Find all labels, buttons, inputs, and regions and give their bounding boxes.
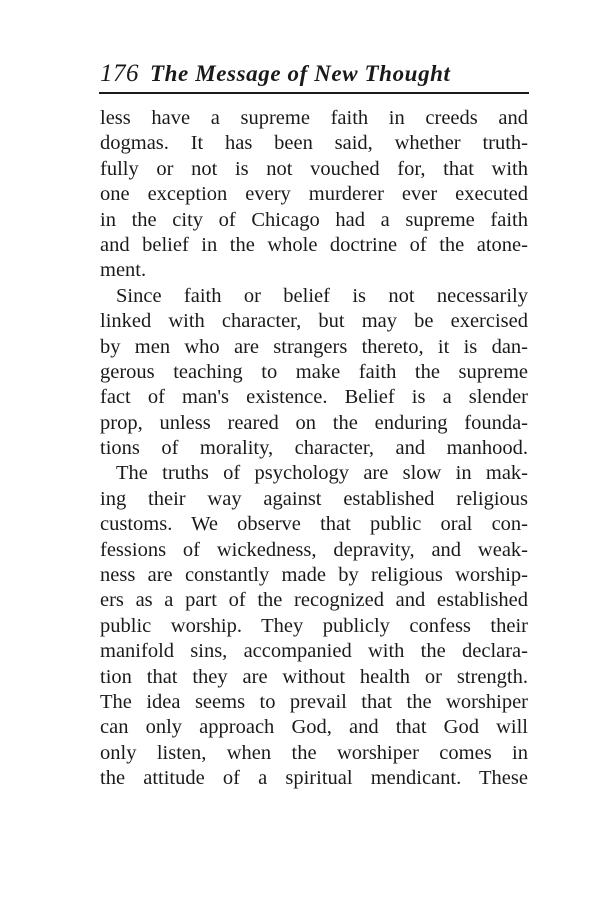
text-line: only listen, when the worshiper comes in bbox=[100, 741, 528, 764]
paragraph-1 bbox=[100, 106, 528, 284]
running-title: The Message of New Thought bbox=[150, 61, 451, 86]
text-line: and belief in the whole doctrine of the atone- bbox=[100, 233, 528, 256]
text-line: The truths of psychology are slow in mak- bbox=[116, 462, 528, 485]
paragraph-2 bbox=[100, 284, 528, 462]
page-number: 176 bbox=[100, 60, 139, 87]
text-line: the attitude of a spiritual mendicant. These bbox=[100, 767, 528, 790]
text-line: ness are constantly made by religious worship- bbox=[100, 564, 528, 587]
text-line: manifold sins, accompanied with the declara- bbox=[100, 640, 528, 663]
text-line: tions of morality, character, and manhood. bbox=[100, 437, 528, 460]
text-line: public worship. They publicly confess their bbox=[100, 614, 528, 637]
text-line: dogmas. It has been said, whether truth- bbox=[100, 132, 528, 155]
text-line: prop, unless reared on the enduring founda- bbox=[100, 411, 528, 434]
text-line: ing their way against established religious bbox=[100, 487, 528, 510]
text-line: customs. We observe that public oral con- bbox=[100, 513, 528, 536]
text-line: linked with character, but may be exercised bbox=[100, 310, 528, 333]
body-text bbox=[100, 106, 528, 792]
header-rule bbox=[99, 92, 529, 94]
text-line: less have a supreme faith in creeds and bbox=[100, 107, 528, 129]
text-line: fact of man's existence. Belief is a slender bbox=[100, 386, 528, 409]
text-line: gerous teaching to make faith the supreme bbox=[100, 360, 528, 383]
text-line: fessions of wickedness, depravity, and weak- bbox=[100, 538, 528, 561]
text-line: in the city of Chicago had a supreme faith bbox=[100, 208, 528, 231]
page-header bbox=[100, 60, 528, 92]
text-line: ment. bbox=[100, 259, 147, 282]
text-line: Since faith or belief is not necessarily bbox=[116, 284, 528, 307]
text-line: can only approach God, and that God will bbox=[100, 716, 528, 739]
text-line: by men who are strangers thereto, it is dan- bbox=[100, 335, 528, 358]
text-line: The idea seems to prevail that the worshiper bbox=[100, 690, 528, 713]
text-line: ers as a part of the recognized and established bbox=[100, 589, 528, 612]
text-line: tion that they are without health or strength. bbox=[100, 665, 528, 688]
text-line: fully or not is not vouched for, that with bbox=[100, 157, 528, 180]
paragraph-3 bbox=[100, 461, 528, 791]
text-line: one exception every murderer ever executed bbox=[100, 183, 528, 206]
